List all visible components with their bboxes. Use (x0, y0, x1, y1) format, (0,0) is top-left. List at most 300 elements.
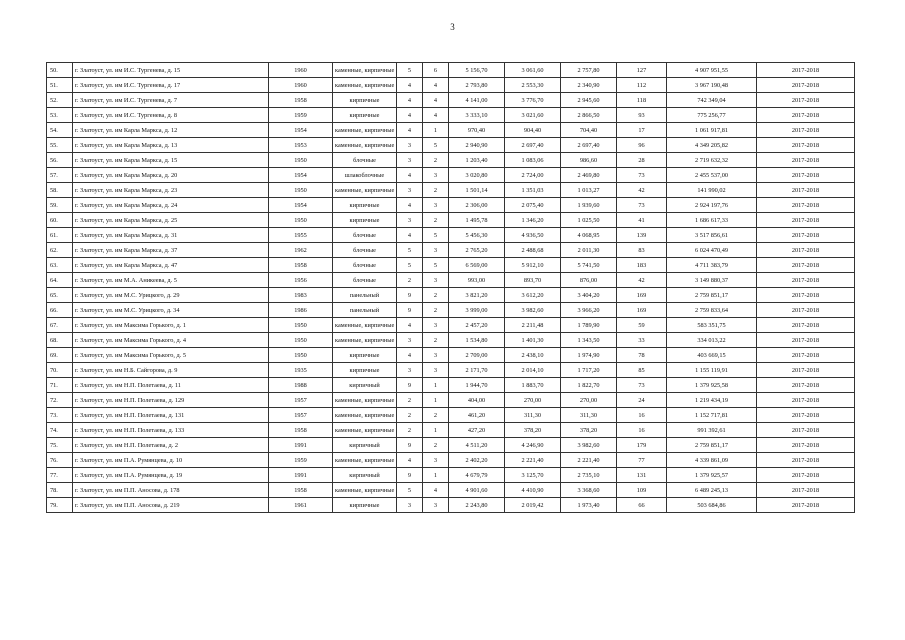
cell-residential-area: 3 404,20 (561, 288, 617, 303)
cell-entrances: 1 (423, 123, 449, 138)
table-row (47, 138, 855, 153)
cell-entrances: 4 (423, 93, 449, 108)
cell-residential-area: 2 735,10 (561, 468, 617, 483)
cell-year-built: 1954 (269, 198, 333, 213)
cell-year-built: 1957 (269, 408, 333, 423)
cell-living-area: 2 221,40 (505, 453, 561, 468)
cell-living-area: 2 553,30 (505, 78, 561, 93)
cell-living-area: 3 776,70 (505, 93, 561, 108)
cell-address: г. Златоуст, ул. им Карла Маркса, д. 24 (73, 198, 269, 213)
table-body (47, 63, 855, 513)
cell-repair-cost: 2 455 537,00 (667, 168, 757, 183)
cell-residents: 28 (617, 153, 667, 168)
cell-address: г. Златоуст, ул. им П.А. Румянцева, д. 19 (73, 468, 269, 483)
cell-year-built: 1956 (269, 273, 333, 288)
cell-wall-material: каменные, кирпичные (333, 483, 397, 498)
cell-residents: 109 (617, 483, 667, 498)
cell-repair-period: 2017-2018 (757, 273, 855, 288)
cell-repair-period: 2017-2018 (757, 168, 855, 183)
cell-repair-cost: 1 061 917,81 (667, 123, 757, 138)
table-row (47, 408, 855, 423)
cell-row-number: 53. (47, 108, 73, 123)
cell-floors: 4 (397, 198, 423, 213)
cell-row-number: 55. (47, 138, 73, 153)
cell-total-area: 1 501,14 (449, 183, 505, 198)
cell-entrances: 3 (423, 198, 449, 213)
cell-wall-material: панельный (333, 303, 397, 318)
cell-row-number: 63. (47, 258, 73, 273)
table-row (47, 333, 855, 348)
cell-residential-area: 2 945,60 (561, 93, 617, 108)
cell-year-built: 1960 (269, 63, 333, 78)
cell-floors: 2 (397, 273, 423, 288)
cell-repair-period: 2017-2018 (757, 228, 855, 243)
cell-entrances: 3 (423, 318, 449, 333)
cell-address: г. Златоуст, ул. им Н.П. Полетаева, д. 2 (73, 438, 269, 453)
cell-entrances: 1 (423, 393, 449, 408)
cell-year-built: 1950 (269, 183, 333, 198)
cell-row-number: 57. (47, 168, 73, 183)
cell-residents: 112 (617, 78, 667, 93)
cell-repair-period: 2017-2018 (757, 423, 855, 438)
cell-year-built: 1935 (269, 363, 333, 378)
cell-repair-cost: 991 392,61 (667, 423, 757, 438)
cell-entrances: 2 (423, 408, 449, 423)
table-row (47, 483, 855, 498)
cell-residential-area: 2 866,50 (561, 108, 617, 123)
cell-wall-material: блочные (333, 228, 397, 243)
cell-address: г. Златоуст, ул. им Н.Б. Сайгорова, д. 9 (73, 363, 269, 378)
cell-residential-area: 1 013,27 (561, 183, 617, 198)
cell-entrances: 1 (423, 423, 449, 438)
cell-repair-period: 2017-2018 (757, 303, 855, 318)
cell-residential-area: 986,60 (561, 153, 617, 168)
cell-residential-area: 311,30 (561, 408, 617, 423)
cell-wall-material: каменные, кирпичные (333, 78, 397, 93)
cell-address: г. Златоуст, ул. им И.С. Тургенева, д. 17 (73, 78, 269, 93)
cell-repair-period: 2017-2018 (757, 438, 855, 453)
cell-residents: 17 (617, 123, 667, 138)
table-row (47, 363, 855, 378)
cell-year-built: 1991 (269, 468, 333, 483)
cell-floors: 3 (397, 333, 423, 348)
table-row (47, 93, 855, 108)
cell-wall-material: кирпичный (333, 468, 397, 483)
cell-residents: 78 (617, 348, 667, 363)
cell-floors: 4 (397, 108, 423, 123)
cell-floors: 4 (397, 168, 423, 183)
cell-living-area: 3 612,20 (505, 288, 561, 303)
cell-year-built: 1950 (269, 153, 333, 168)
cell-living-area: 3 982,60 (505, 303, 561, 318)
cell-address: г. Златоуст, ул. им Карла Маркса, д. 20 (73, 168, 269, 183)
table-row (47, 273, 855, 288)
cell-total-area: 3 333,10 (449, 108, 505, 123)
cell-wall-material: каменные, кирпичные (333, 318, 397, 333)
cell-repair-period: 2017-2018 (757, 213, 855, 228)
cell-wall-material: кирпичные (333, 363, 397, 378)
cell-residential-area: 2 340,90 (561, 78, 617, 93)
cell-living-area: 1 351,03 (505, 183, 561, 198)
cell-repair-period: 2017-2018 (757, 258, 855, 273)
cell-entrances: 2 (423, 303, 449, 318)
cell-row-number: 78. (47, 483, 73, 498)
cell-repair-period: 2017-2018 (757, 288, 855, 303)
cell-living-area: 3 021,60 (505, 108, 561, 123)
cell-floors: 2 (397, 393, 423, 408)
cell-residents: 183 (617, 258, 667, 273)
cell-row-number: 68. (47, 333, 73, 348)
cell-address: г. Златоуст, ул. им Карла Маркса, д. 31 (73, 228, 269, 243)
cell-residents: 24 (617, 393, 667, 408)
cell-residential-area: 1 973,40 (561, 498, 617, 513)
cell-year-built: 1961 (269, 498, 333, 513)
cell-living-area: 904,40 (505, 123, 561, 138)
cell-row-number: 58. (47, 183, 73, 198)
cell-entrances: 3 (423, 168, 449, 183)
cell-year-built: 1958 (269, 423, 333, 438)
cell-address: г. Златоуст, ул. им П.П. Аносова, д. 178 (73, 483, 269, 498)
cell-entrances: 4 (423, 108, 449, 123)
cell-wall-material: шлакоблочные (333, 168, 397, 183)
cell-wall-material: каменные, кирпичные (333, 408, 397, 423)
cell-year-built: 1958 (269, 483, 333, 498)
cell-repair-cost: 334 013,22 (667, 333, 757, 348)
cell-repair-cost: 403 669,15 (667, 348, 757, 363)
cell-repair-cost: 1 155 119,91 (667, 363, 757, 378)
cell-repair-cost: 503 684,86 (667, 498, 757, 513)
cell-row-number: 74. (47, 423, 73, 438)
cell-floors: 3 (397, 363, 423, 378)
cell-repair-period: 2017-2018 (757, 123, 855, 138)
cell-total-area: 1 203,40 (449, 153, 505, 168)
cell-total-area: 3 020,80 (449, 168, 505, 183)
cell-repair-period: 2017-2018 (757, 333, 855, 348)
cell-repair-period: 2017-2018 (757, 153, 855, 168)
cell-entrances: 2 (423, 213, 449, 228)
cell-floors: 5 (397, 243, 423, 258)
cell-entrances: 5 (423, 228, 449, 243)
cell-row-number: 66. (47, 303, 73, 318)
cell-total-area: 4 901,60 (449, 483, 505, 498)
table-row (47, 123, 855, 138)
cell-year-built: 1986 (269, 303, 333, 318)
cell-year-built: 1988 (269, 378, 333, 393)
cell-repair-cost: 141 990,02 (667, 183, 757, 198)
cell-total-area: 2 793,80 (449, 78, 505, 93)
cell-repair-period: 2017-2018 (757, 63, 855, 78)
table-row (47, 348, 855, 363)
table-row (47, 213, 855, 228)
table-row (47, 108, 855, 123)
cell-address: г. Златоуст, ул. им П.П. Аносова, д. 219 (73, 498, 269, 513)
cell-repair-period: 2017-2018 (757, 393, 855, 408)
cell-residential-area: 1 939,60 (561, 198, 617, 213)
cell-residential-area: 378,20 (561, 423, 617, 438)
cell-living-area: 5 912,10 (505, 258, 561, 273)
cell-repair-period: 2017-2018 (757, 183, 855, 198)
cell-row-number: 71. (47, 378, 73, 393)
cell-repair-cost: 3 967 190,48 (667, 78, 757, 93)
cell-wall-material: блочные (333, 258, 397, 273)
cell-residential-area: 2 757,80 (561, 63, 617, 78)
cell-address: г. Златоуст, ул. им Н.П. Полетаева, д. 131 (73, 408, 269, 423)
cell-address: г. Златоуст, ул. им Карла Маркса, д. 37 (73, 243, 269, 258)
cell-residents: 73 (617, 168, 667, 183)
cell-repair-cost: 1 152 717,81 (667, 408, 757, 423)
cell-total-area: 5 156,70 (449, 63, 505, 78)
cell-living-area: 2 488,68 (505, 243, 561, 258)
cell-floors: 4 (397, 348, 423, 363)
cell-repair-period: 2017-2018 (757, 408, 855, 423)
cell-row-number: 77. (47, 468, 73, 483)
cell-entrances: 4 (423, 483, 449, 498)
cell-residents: 73 (617, 198, 667, 213)
cell-residents: 42 (617, 273, 667, 288)
cell-repair-period: 2017-2018 (757, 138, 855, 153)
cell-wall-material: каменные, кирпичные (333, 453, 397, 468)
table-row (47, 228, 855, 243)
cell-wall-material: каменные, кирпичные (333, 423, 397, 438)
cell-address: г. Златоуст, ул. им Карла Маркса, д. 15 (73, 153, 269, 168)
table-row (47, 453, 855, 468)
cell-living-area: 4 410,90 (505, 483, 561, 498)
cell-row-number: 62. (47, 243, 73, 258)
cell-address: г. Златоуст, ул. им Н.П. Полетаева, д. 11 (73, 378, 269, 393)
cell-address: г. Златоуст, ул. им М.С. Урицкого, д. 34 (73, 303, 269, 318)
cell-total-area: 1 944,70 (449, 378, 505, 393)
cell-entrances: 3 (423, 273, 449, 288)
cell-wall-material: кирпичный (333, 378, 397, 393)
cell-floors: 9 (397, 288, 423, 303)
cell-repair-cost: 2 759 833,64 (667, 303, 757, 318)
cell-wall-material: каменные, кирпичные (333, 183, 397, 198)
cell-repair-cost: 2 759 851,17 (667, 288, 757, 303)
cell-total-area: 404,00 (449, 393, 505, 408)
cell-residents: 16 (617, 423, 667, 438)
cell-residential-area: 2 221,40 (561, 453, 617, 468)
cell-residents: 33 (617, 333, 667, 348)
cell-living-area: 2 438,10 (505, 348, 561, 363)
cell-row-number: 51. (47, 78, 73, 93)
table-row (47, 168, 855, 183)
cell-repair-cost: 4 711 383,79 (667, 258, 757, 273)
cell-year-built: 1959 (269, 108, 333, 123)
table-row (47, 468, 855, 483)
cell-wall-material: панельный (333, 288, 397, 303)
table-row (47, 393, 855, 408)
cell-living-area: 3 061,60 (505, 63, 561, 78)
cell-entrances: 2 (423, 183, 449, 198)
cell-residents: 73 (617, 378, 667, 393)
cell-row-number: 61. (47, 228, 73, 243)
cell-living-area: 2 724,00 (505, 168, 561, 183)
cell-floors: 5 (397, 258, 423, 273)
cell-address: г. Златоуст, ул. им Максима Горького, д. 1 (73, 318, 269, 333)
cell-wall-material: каменные, кирпичные (333, 138, 397, 153)
cell-residential-area: 3 982,60 (561, 438, 617, 453)
cell-living-area: 1 083,06 (505, 153, 561, 168)
cell-year-built: 1950 (269, 348, 333, 363)
cell-living-area: 311,30 (505, 408, 561, 423)
cell-residential-area: 1 822,70 (561, 378, 617, 393)
cell-wall-material: блочные (333, 153, 397, 168)
cell-entrances: 2 (423, 153, 449, 168)
cell-repair-cost: 4 349 205,82 (667, 138, 757, 153)
cell-residents: 169 (617, 303, 667, 318)
cell-living-area: 893,70 (505, 273, 561, 288)
cell-wall-material: кирпичные (333, 498, 397, 513)
cell-entrances: 5 (423, 138, 449, 153)
cell-repair-cost: 4 907 951,55 (667, 63, 757, 78)
cell-repair-period: 2017-2018 (757, 198, 855, 213)
table-row (47, 438, 855, 453)
cell-total-area: 6 569,00 (449, 258, 505, 273)
cell-floors: 3 (397, 498, 423, 513)
cell-total-area: 3 999,00 (449, 303, 505, 318)
cell-residents: 139 (617, 228, 667, 243)
cell-entrances: 6 (423, 63, 449, 78)
cell-entrances: 1 (423, 378, 449, 393)
cell-year-built: 1983 (269, 288, 333, 303)
cell-repair-cost: 583 351,75 (667, 318, 757, 333)
cell-floors: 4 (397, 93, 423, 108)
cell-total-area: 1 495,78 (449, 213, 505, 228)
table-row (47, 63, 855, 78)
cell-total-area: 427,20 (449, 423, 505, 438)
cell-residential-area: 1 974,90 (561, 348, 617, 363)
cell-floors: 3 (397, 213, 423, 228)
cell-living-area: 1 883,70 (505, 378, 561, 393)
housing-registry-table (46, 62, 855, 513)
cell-total-area: 2 171,70 (449, 363, 505, 378)
cell-wall-material: каменные, кирпичные (333, 333, 397, 348)
cell-wall-material: блочные (333, 243, 397, 258)
cell-repair-period: 2017-2018 (757, 93, 855, 108)
cell-row-number: 54. (47, 123, 73, 138)
cell-year-built: 1950 (269, 318, 333, 333)
cell-total-area: 2 457,20 (449, 318, 505, 333)
cell-row-number: 56. (47, 153, 73, 168)
cell-residents: 66 (617, 498, 667, 513)
cell-wall-material: кирпичные (333, 93, 397, 108)
table-row (47, 78, 855, 93)
cell-row-number: 52. (47, 93, 73, 108)
cell-living-area: 1 401,30 (505, 333, 561, 348)
cell-address: г. Златоуст, ул. им Максима Горького, д. 5 (73, 348, 269, 363)
cell-residential-area: 2 011,30 (561, 243, 617, 258)
cell-living-area: 2 211,48 (505, 318, 561, 333)
cell-living-area: 2 019,42 (505, 498, 561, 513)
cell-total-area: 3 821,20 (449, 288, 505, 303)
cell-residential-area: 876,00 (561, 273, 617, 288)
page-number: 3 (450, 22, 455, 32)
cell-repair-cost: 1 219 434,19 (667, 393, 757, 408)
cell-living-area: 4 936,50 (505, 228, 561, 243)
cell-entrances: 3 (423, 498, 449, 513)
cell-total-area: 4 511,20 (449, 438, 505, 453)
cell-repair-cost: 4 339 861,09 (667, 453, 757, 468)
cell-repair-cost: 742 349,04 (667, 93, 757, 108)
table-row (47, 423, 855, 438)
cell-entrances: 2 (423, 288, 449, 303)
cell-repair-cost: 1 379 925,57 (667, 468, 757, 483)
cell-total-area: 2 402,20 (449, 453, 505, 468)
cell-residents: 96 (617, 138, 667, 153)
cell-repair-period: 2017-2018 (757, 348, 855, 363)
cell-residents: 42 (617, 183, 667, 198)
cell-residents: 179 (617, 438, 667, 453)
table-row (47, 288, 855, 303)
cell-year-built: 1991 (269, 438, 333, 453)
cell-entrances: 1 (423, 468, 449, 483)
cell-wall-material: блочные (333, 273, 397, 288)
cell-address: г. Златоуст, ул. им Максима Горького, д. 4 (73, 333, 269, 348)
cell-repair-period: 2017-2018 (757, 318, 855, 333)
cell-living-area: 270,00 (505, 393, 561, 408)
cell-total-area: 5 456,30 (449, 228, 505, 243)
cell-repair-period: 2017-2018 (757, 498, 855, 513)
cell-wall-material: кирпичные (333, 348, 397, 363)
cell-address: г. Златоуст, ул. им Н.П. Полетаева, д. 129 (73, 393, 269, 408)
cell-total-area: 461,20 (449, 408, 505, 423)
cell-address: г. Златоуст, ул. им Карла Маркса, д. 12 (73, 123, 269, 138)
cell-repair-cost: 3 517 856,61 (667, 228, 757, 243)
cell-row-number: 70. (47, 363, 73, 378)
cell-row-number: 72. (47, 393, 73, 408)
cell-repair-cost: 2 759 851,17 (667, 438, 757, 453)
cell-row-number: 76. (47, 453, 73, 468)
cell-total-area: 2 709,00 (449, 348, 505, 363)
cell-total-area: 993,00 (449, 273, 505, 288)
cell-wall-material: каменные, кирпичные (333, 63, 397, 78)
cell-wall-material: кирпичные (333, 108, 397, 123)
cell-living-area: 4 246,90 (505, 438, 561, 453)
table-row (47, 498, 855, 513)
cell-living-area: 2 075,40 (505, 198, 561, 213)
cell-total-area: 4 679,79 (449, 468, 505, 483)
cell-total-area: 1 534,80 (449, 333, 505, 348)
cell-residential-area: 1 343,50 (561, 333, 617, 348)
cell-repair-period: 2017-2018 (757, 453, 855, 468)
cell-floors: 4 (397, 228, 423, 243)
cell-floors: 4 (397, 123, 423, 138)
cell-total-area: 4 141,00 (449, 93, 505, 108)
cell-floors: 9 (397, 378, 423, 393)
cell-year-built: 1958 (269, 258, 333, 273)
cell-repair-period: 2017-2018 (757, 363, 855, 378)
cell-residents: 83 (617, 243, 667, 258)
cell-total-area: 970,40 (449, 123, 505, 138)
cell-residential-area: 3 368,60 (561, 483, 617, 498)
cell-repair-cost: 2 924 197,76 (667, 198, 757, 213)
cell-year-built: 1962 (269, 243, 333, 258)
cell-residential-area: 2 697,40 (561, 138, 617, 153)
cell-address: г. Златоуст, ул. им Карла Маркса, д. 25 (73, 213, 269, 228)
table-row (47, 153, 855, 168)
cell-repair-period: 2017-2018 (757, 108, 855, 123)
cell-floors: 5 (397, 483, 423, 498)
cell-residents: 41 (617, 213, 667, 228)
cell-residents: 169 (617, 288, 667, 303)
cell-residential-area: 704,40 (561, 123, 617, 138)
cell-entrances: 4 (423, 78, 449, 93)
cell-repair-cost: 6 024 470,49 (667, 243, 757, 258)
cell-living-area: 378,20 (505, 423, 561, 438)
cell-living-area: 1 346,20 (505, 213, 561, 228)
cell-floors: 2 (397, 423, 423, 438)
table-row (47, 318, 855, 333)
